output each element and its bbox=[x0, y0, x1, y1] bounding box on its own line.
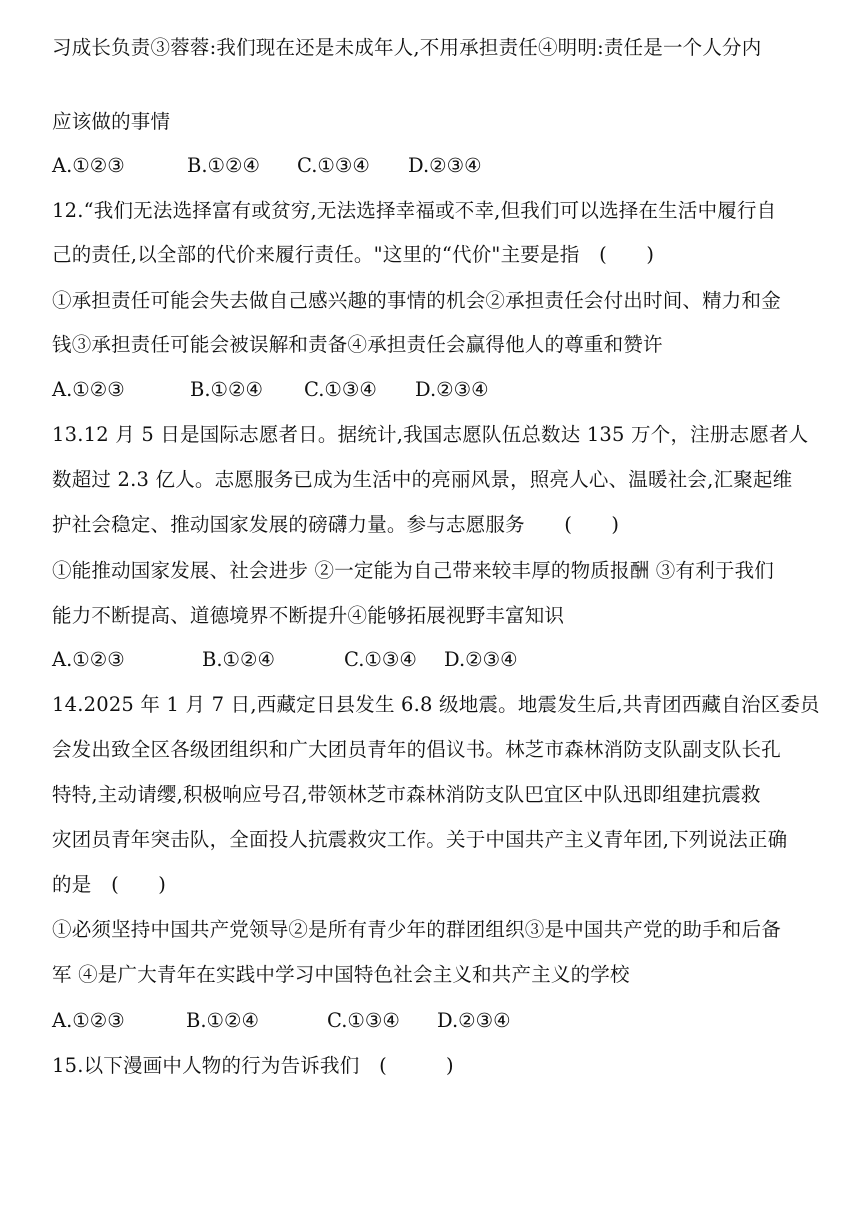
option-a: A.①②③ bbox=[52, 1009, 125, 1032]
option-a: A.①②③ bbox=[52, 154, 125, 177]
option-c: C.①③④ bbox=[297, 154, 370, 177]
option-d: D.②③④ bbox=[444, 648, 518, 671]
q13-stem-2: 数超过 2.3 亿人。志愿服务已成为生活中的亮丽风景，照亮人心、温暖社会,汇聚起维 bbox=[52, 468, 793, 491]
q14-stem-2: 会发出致全区各级团组织和广大团员青年的倡议书。林芝市森林消防支队副支队长孔 bbox=[52, 738, 781, 761]
q12-statements: ①承担责任可能会失去做自己感兴趣的事情的机会②承担责任会付出时间、精力和金 bbox=[52, 289, 781, 312]
option-d: D.②③④ bbox=[437, 1009, 511, 1032]
option-c: C.①③④ bbox=[327, 1009, 400, 1032]
q12-statements-end: 钱③承担责任可能会被误解和责备④承担责任会赢得他人的尊重和赞许 bbox=[52, 333, 663, 356]
q13-stem: 13.12 月 5 日是国际志愿者日。据统计,我国志愿队伍总数达 135 万个，注册志愿者人 bbox=[52, 423, 809, 446]
option-a: A.①②③ bbox=[52, 648, 125, 671]
q14-statements: ①必须坚持中国共产党领导②是所有青少年的群团组织③是中国共产党的助手和后备 bbox=[52, 918, 781, 941]
q13-stem-end: 护社会稳定、推动国家发展的磅礴力量。参与志愿服务 ( ) bbox=[52, 513, 620, 536]
option-b: B.①②④ bbox=[187, 154, 260, 177]
q13-statements-end: 能力不断提高、道德境界不断提升④能够拓展视野丰富知识 bbox=[52, 604, 565, 627]
q14-stem-end: 的是 ( ) bbox=[52, 873, 167, 896]
q11-statement-end: 应该做的事情 bbox=[52, 110, 171, 133]
option-b: B.①②④ bbox=[186, 1009, 259, 1032]
q14-stem-3: 特特,主动请缨,积极响应号召,带领林芝市森林消防支队巴宜区中队迅即组建抗震救 bbox=[52, 783, 761, 806]
option-c: C.①③④ bbox=[304, 378, 377, 401]
option-c: C.①③④ bbox=[344, 648, 417, 671]
option-b: B.①②④ bbox=[190, 378, 263, 401]
q12-stem: 12.“我们无法选择富有或贫穷,无法选择幸福或不幸,但我们可以选择在生活中履行自 bbox=[52, 199, 777, 222]
option-a: A.①②③ bbox=[52, 378, 125, 401]
q13-statements: ①能推动国家发展、社会进步 ②一定能为自己带来较丰厚的物质报酬 ③有利于我们 bbox=[52, 559, 774, 582]
q15-stem: 15.以下漫画中人物的行为告诉我们 ( ) bbox=[52, 1054, 454, 1077]
q14-stem: 14.2025 年 1 月 7 日,西藏定日县发生 6.8 级地震。地震发生后,共青团西藏自治区委员 bbox=[52, 693, 820, 716]
q14-stem-4: 灾团员青年突击队，全面投人抗震救灾工作。关于中国共产主义青年团,下列说法正确 bbox=[52, 828, 788, 851]
q14-statements-end: 军 ④是广大青年在实践中学习中国特色社会主义和共产主义的学校 bbox=[52, 963, 630, 986]
option-b: B.①②④ bbox=[202, 648, 275, 671]
option-d: D.②③④ bbox=[408, 154, 482, 177]
q12-stem-end: 己的责任,以全部的代价来履行责任。"这里的“代价"主要是指 ( ) bbox=[52, 243, 655, 266]
q11-statement-continued: 习成长负责③蓉蓉:我们现在还是未成年人,不用承担责任④明明:责任是一个人分内 bbox=[52, 36, 762, 59]
option-d: D.②③④ bbox=[415, 378, 489, 401]
